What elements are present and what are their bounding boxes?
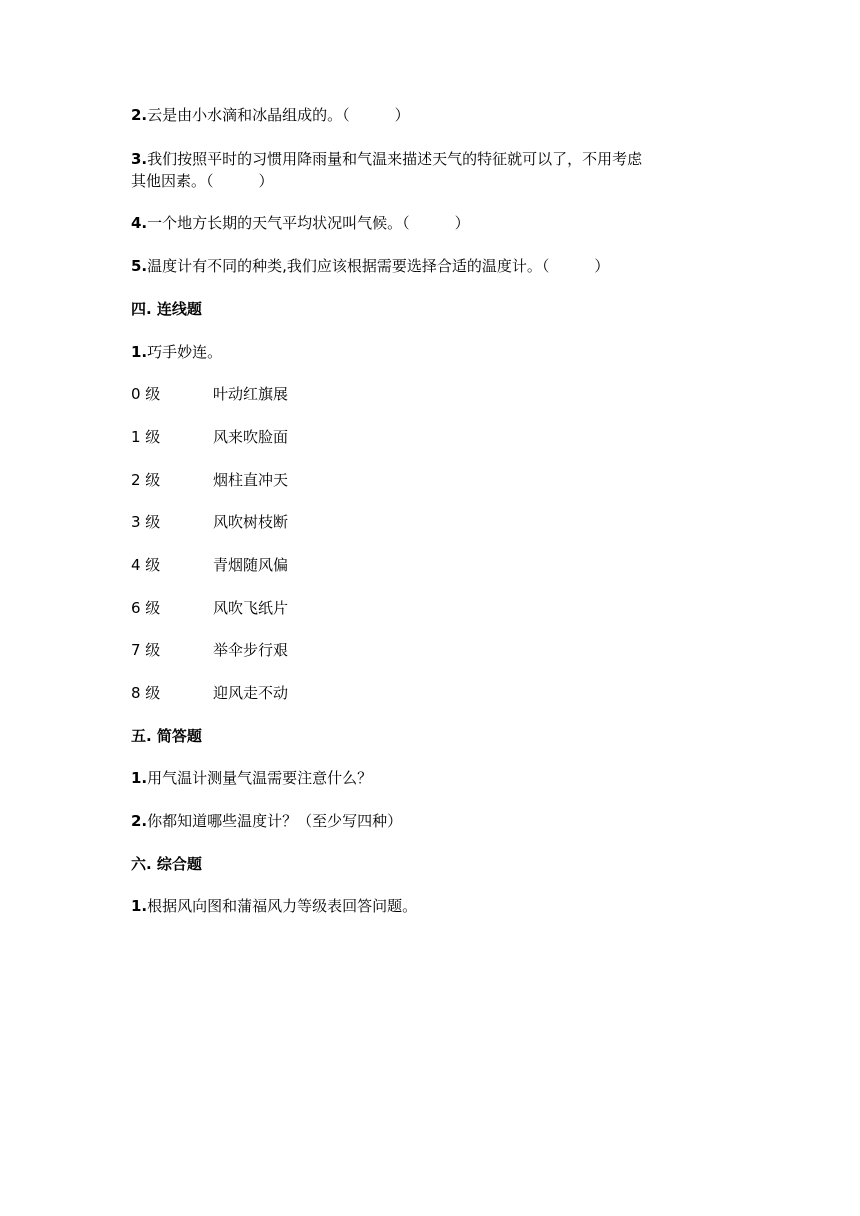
short-answer-question-1: 1.用气温计测量气温需要注意什么？ bbox=[131, 769, 373, 787]
wind-description: 青烟随风偏 bbox=[213, 556, 289, 574]
wind-level: 0 级 bbox=[131, 385, 161, 403]
section-heading-matching: 四. 连线题 bbox=[131, 300, 202, 318]
wind-level: 3 级 bbox=[131, 513, 161, 531]
wind-description: 举伞步行艰 bbox=[213, 641, 289, 659]
matching-row bbox=[131, 639, 288, 661]
tf-question-4-text: 一个地方长期的天气平均状况叫气候。（ ） bbox=[147, 214, 470, 232]
tf-question-4: 4.一个地方长期的天气平均状况叫气候。（ ） bbox=[131, 214, 470, 232]
matching-row bbox=[131, 597, 288, 619]
tf-question-2-text: 云是由小水滴和冰晶组成的。（ ） bbox=[147, 106, 410, 124]
tf-question-5-text: 温度计有不同的种类,我们应该根据需要选择合适的温度计。（ ） bbox=[147, 257, 610, 275]
wind-description: 风吹飞纸片 bbox=[213, 599, 289, 617]
wind-description: 叶动红旗展 bbox=[213, 385, 289, 403]
matching-row bbox=[131, 426, 288, 448]
wind-description: 风吹树枝断 bbox=[213, 513, 289, 531]
tf-question-3: 3.我们按照平时的习惯用降雨量和气温来描述天气的特征就可以了，不用考虑 bbox=[131, 150, 643, 168]
matching-row bbox=[131, 554, 288, 576]
wind-level: 2 级 bbox=[131, 471, 161, 489]
wind-description: 风来吹脸面 bbox=[213, 428, 289, 446]
matching-row bbox=[131, 511, 288, 533]
short-answer-question-2: 2.你都知道哪些温度计？（至少写四种） bbox=[131, 812, 403, 830]
tf-question-3-text: 我们按照平时的习惯用降雨量和气温来描述天气的特征就可以了，不用考虑 bbox=[147, 150, 643, 168]
wind-level: 1 级 bbox=[131, 428, 161, 446]
wind-level: 4 级 bbox=[131, 556, 161, 574]
tf-question-3-continued: 其他因素。（ ） bbox=[131, 172, 274, 190]
wind-level: 8 级 bbox=[131, 684, 161, 702]
wind-description: 烟柱直冲天 bbox=[213, 471, 289, 489]
comprehensive-question-1: 1.根据风向图和蒲福风力等级表回答问题。 bbox=[131, 897, 418, 915]
matching-question-1: 1.巧手妙连。 bbox=[131, 343, 223, 361]
matching-row bbox=[131, 469, 288, 491]
matching-row bbox=[131, 383, 288, 405]
tf-question-2: 2.云是由小水滴和冰晶组成的。（ ） bbox=[131, 106, 410, 124]
matching-row bbox=[131, 682, 288, 704]
section-heading-comprehensive: 六. 综合题 bbox=[131, 855, 202, 873]
wind-level: 7 级 bbox=[131, 641, 161, 659]
tf-question-5: 5.温度计有不同的种类,我们应该根据需要选择合适的温度计。（ ） bbox=[131, 257, 610, 275]
wind-description: 迎风走不动 bbox=[213, 684, 289, 702]
section-heading-short-answer: 五. 简答题 bbox=[131, 727, 202, 745]
wind-level: 6 级 bbox=[131, 599, 161, 617]
